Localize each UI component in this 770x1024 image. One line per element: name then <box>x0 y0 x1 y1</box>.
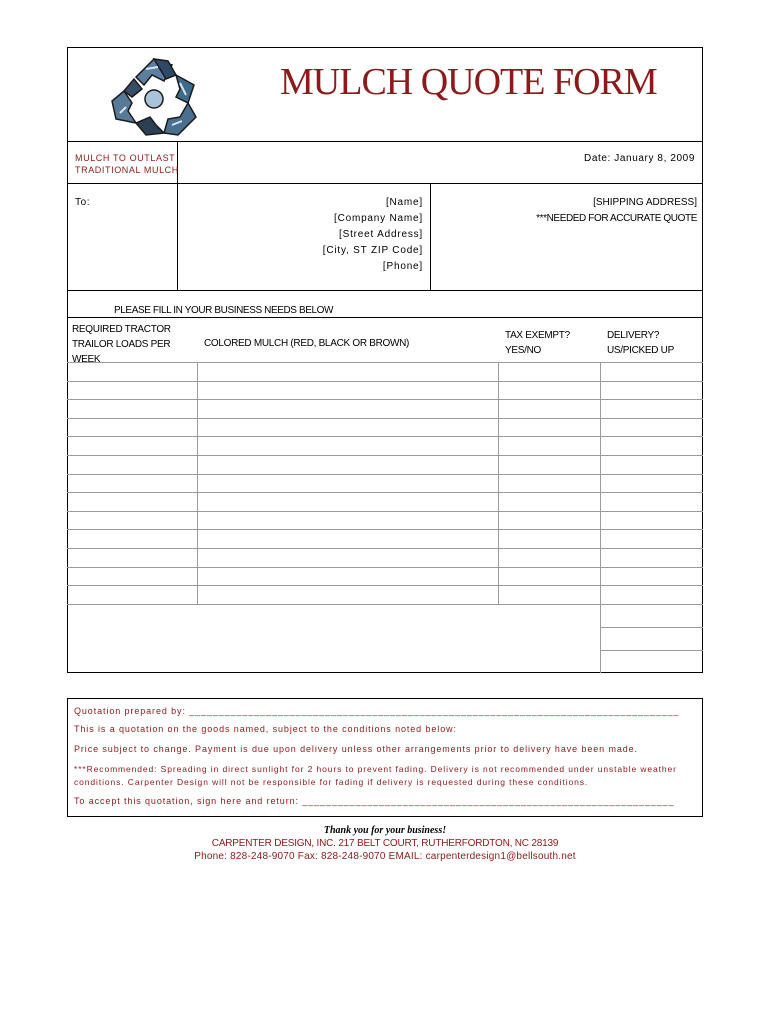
recommended-text-1: ***Recommended: Spreading in direct sunlight for 2 hours to prevent fading. Delivery is not recommended under unstable weather <box>74 764 677 774</box>
address-bottom <box>67 290 703 291</box>
table-row-divider <box>67 567 703 568</box>
table-row-divider <box>67 399 703 400</box>
prepared-by-line[interactable]: Quotation prepared by: ___________________________________________________________________________________ <box>74 706 680 716</box>
table-header-divider <box>67 362 703 363</box>
table-column-divider <box>600 362 601 604</box>
table-row-divider <box>67 529 703 530</box>
table-column-divider <box>498 362 499 604</box>
table-row-divider <box>67 604 703 605</box>
header-delivery: DELIVERY? US/PICKED UP <box>607 330 674 356</box>
header-loads: REQUIRED TRACTOR TRAILOR LOADS PER WEEK <box>72 324 171 365</box>
header-tax: TAX EXEMPT? YES/NO <box>505 330 570 356</box>
accept-line[interactable]: To accept this quotation, sign here and return: _______________________________________________________________ <box>74 796 675 806</box>
table-row-divider <box>67 548 703 549</box>
recipient-company: [Company Name] <box>333 213 423 224</box>
table-row-divider <box>67 474 703 475</box>
table-row-divider <box>67 418 703 419</box>
page-title: MULCH QUOTE FORM <box>280 61 657 103</box>
table-row-divider <box>67 511 703 512</box>
recipient-name: [Name] <box>385 197 423 208</box>
recycle-logo-icon <box>106 55 202 139</box>
recommended-text-2: conditions. Carpenter Design will not be responsible for fading if delivery is requested during these conditions. <box>74 777 589 787</box>
recipient-street: [Street Address] <box>339 229 423 240</box>
shipping-divider <box>430 183 431 290</box>
summary-row-divider <box>600 650 703 651</box>
table-top <box>67 317 703 318</box>
recipient-city: [City, ST ZIP Code] <box>322 245 423 256</box>
header-divider <box>67 141 703 142</box>
shipping-block <box>437 195 697 227</box>
subject-text: This is a quotation on the goods named, subject to the conditions noted below: <box>74 724 457 734</box>
terms-box <box>67 698 703 817</box>
recipient-block <box>183 195 423 275</box>
summary-column-divider <box>600 604 601 673</box>
subtitle-line-1: MULCH TO OUTLAST <box>75 153 176 163</box>
quote-date: Date: January 8, 2009 <box>584 153 695 164</box>
table-row-divider <box>67 381 703 382</box>
footer-thanks: Thank you for your business! <box>323 825 447 836</box>
footer-contact: Phone: 828-248-9070 Fax: 828-248-9070 EMAIL: carpenterdesign1@bellsouth.net <box>194 851 576 862</box>
subtitle-line-2: TRADITIONAL MULCH <box>75 165 179 175</box>
summary-row-divider <box>600 627 703 628</box>
header-mulch: COLORED MULCH (RED, BLACK OR BROWN) <box>204 338 410 349</box>
instructions: PLEASE FILL IN YOUR BUSINESS NEEDS BELOW <box>114 305 334 316</box>
footer-company: CARPENTER DESIGN, INC. 217 BELT COURT, RUTHERFORDTON, NC 28139 <box>211 838 559 849</box>
recipient-phone: [Phone] <box>382 261 423 272</box>
shipping-address: [SHIPPING ADDRESS] <box>593 197 697 208</box>
to-divider <box>177 183 178 290</box>
table-row-divider <box>67 492 703 493</box>
table-row-divider <box>67 585 703 586</box>
table-row-divider <box>67 455 703 456</box>
to-label: To: <box>75 197 91 208</box>
table-row-divider <box>67 436 703 437</box>
subtitle-divider <box>177 141 178 183</box>
price-text: Price subject to change. Payment is due upon delivery unless other arrangements prior to delivery have been made. <box>74 744 638 754</box>
shipping-note: ***NEEDED FOR ACCURATE QUOTE <box>536 213 697 224</box>
address-divider <box>67 183 703 184</box>
table-column-divider <box>197 362 198 604</box>
